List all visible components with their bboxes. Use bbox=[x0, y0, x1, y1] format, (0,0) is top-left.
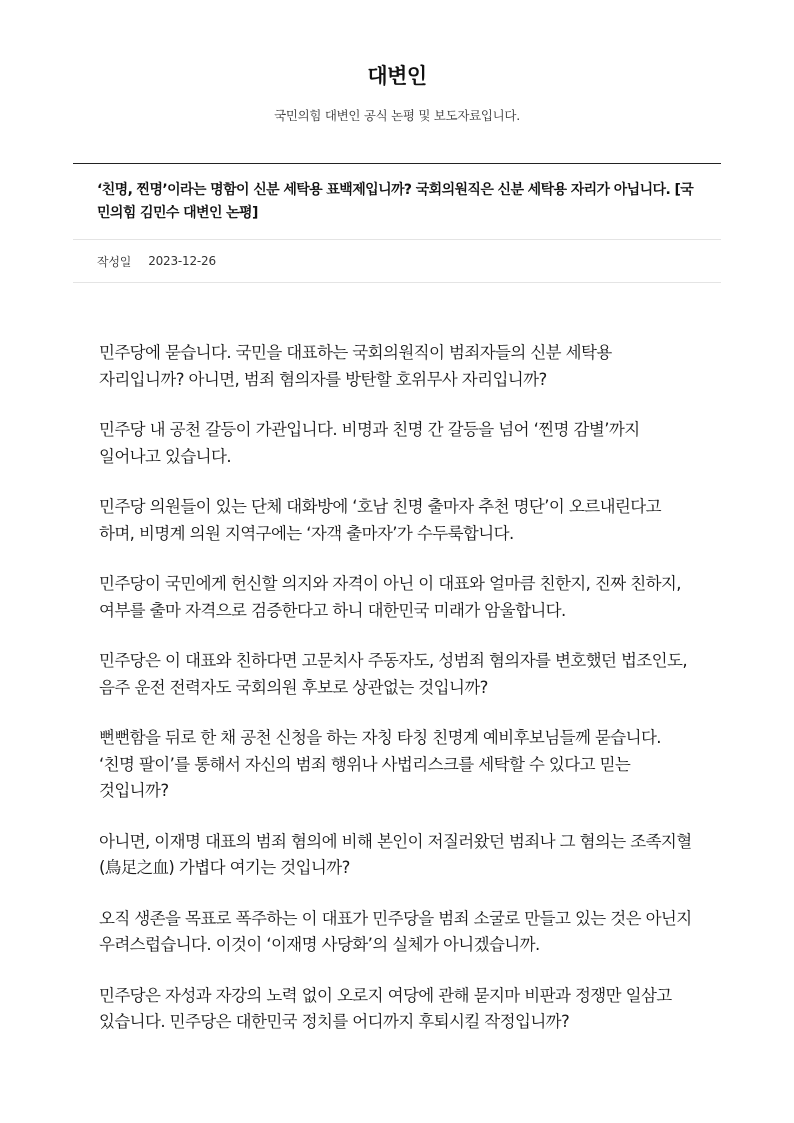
article-paragraph: 민주당 내 공천 갈등이 가관입니다. 비명과 친명 간 갈등을 넘어 ‘찐명 감별’까지 일어나고 있습니다. bbox=[99, 420, 640, 466]
article-paragraph: 민주당이 국민에게 헌신할 의지와 자격이 아닌 이 대표와 얼마큼 친한지, 진짜 친하지, 여부를 출마 자격으로 검증한다고 하니 대한민국 미래가 암울합니다. bbox=[99, 574, 681, 620]
article-meta bbox=[73, 239, 721, 283]
date-value: 2023-12-26 bbox=[148, 254, 216, 268]
article-paragraph: 뻔뻔함을 뒤로 한 채 공천 신청을 하는 자칭 타칭 친명계 예비후보님들께 묻습니다. ‘친명 팔이’를 통해서 자신의 범죄 행위나 사법리스크를 세탁할 수 있다고 믿는 것입니까? bbox=[99, 728, 661, 800]
date-label: 작성일 bbox=[97, 254, 132, 269]
article-body bbox=[99, 340, 699, 1060]
article-paragraph: 오직 생존을 목표로 폭주하는 이 대표가 민주당을 범죄 소굴로 만들고 있는 것은 아닌지 우려스럽습니다. 이것이 ‘이재명 사당화’의 실체가 아니겠습니까. bbox=[99, 908, 692, 954]
article-paragraph: 아니면, 이재명 대표의 범죄 혐의에 비해 본인이 저질러왔던 범죄나 그 혐의는 조족지혈(鳥足之血) 가볍다 여기는 것입니까? bbox=[99, 831, 692, 877]
article-paragraph: 민주당 의원들이 있는 단체 대화방에 ‘호남 친명 출마자 추천 명단’이 오르내린다고 하며, 비명계 의원 지역구에는 ‘자객 출마자’가 수두룩합니다. bbox=[99, 497, 661, 543]
article-paragraph: 민주당은 이 대표와 친하다면 고문치사 주동자도, 성범죄 혐의자를 변호했던 법조인도, 음주 운전 전력자도 국회의원 후보로 상관없는 것입니까? bbox=[99, 651, 687, 697]
article-header bbox=[73, 163, 721, 283]
article-title: ‘친명, 찐명’이라는 명함이 신분 세탁용 표백제입니까? 국회의원직은 신분 세탁용 자리가 아닙니다. [국민의힘 김민수 대변인 논평] bbox=[97, 182, 694, 221]
article-paragraph: 민주당에 묻습니다. 국민을 대표하는 국회의원직이 범죄자들의 신분 세탁용 자리입니까? 아니면, 범죄 혐의자를 방탄할 호위무사 자리입니까? bbox=[99, 343, 612, 389]
site-subtitle: 국민의힘 대변인 공식 논평 및 보도자료입니다. bbox=[274, 108, 520, 123]
article-paragraph: 민주당은 자성과 자강의 노력 없이 오로지 여당에 관해 묻지마 비판과 정쟁만 일삼고 있습니다. 민주당은 대한민국 정치를 어디까지 후퇴시킬 작정입니까? bbox=[99, 985, 672, 1031]
site-title[interactable]: 대변인 bbox=[367, 64, 427, 88]
site-header bbox=[0, 0, 794, 125]
